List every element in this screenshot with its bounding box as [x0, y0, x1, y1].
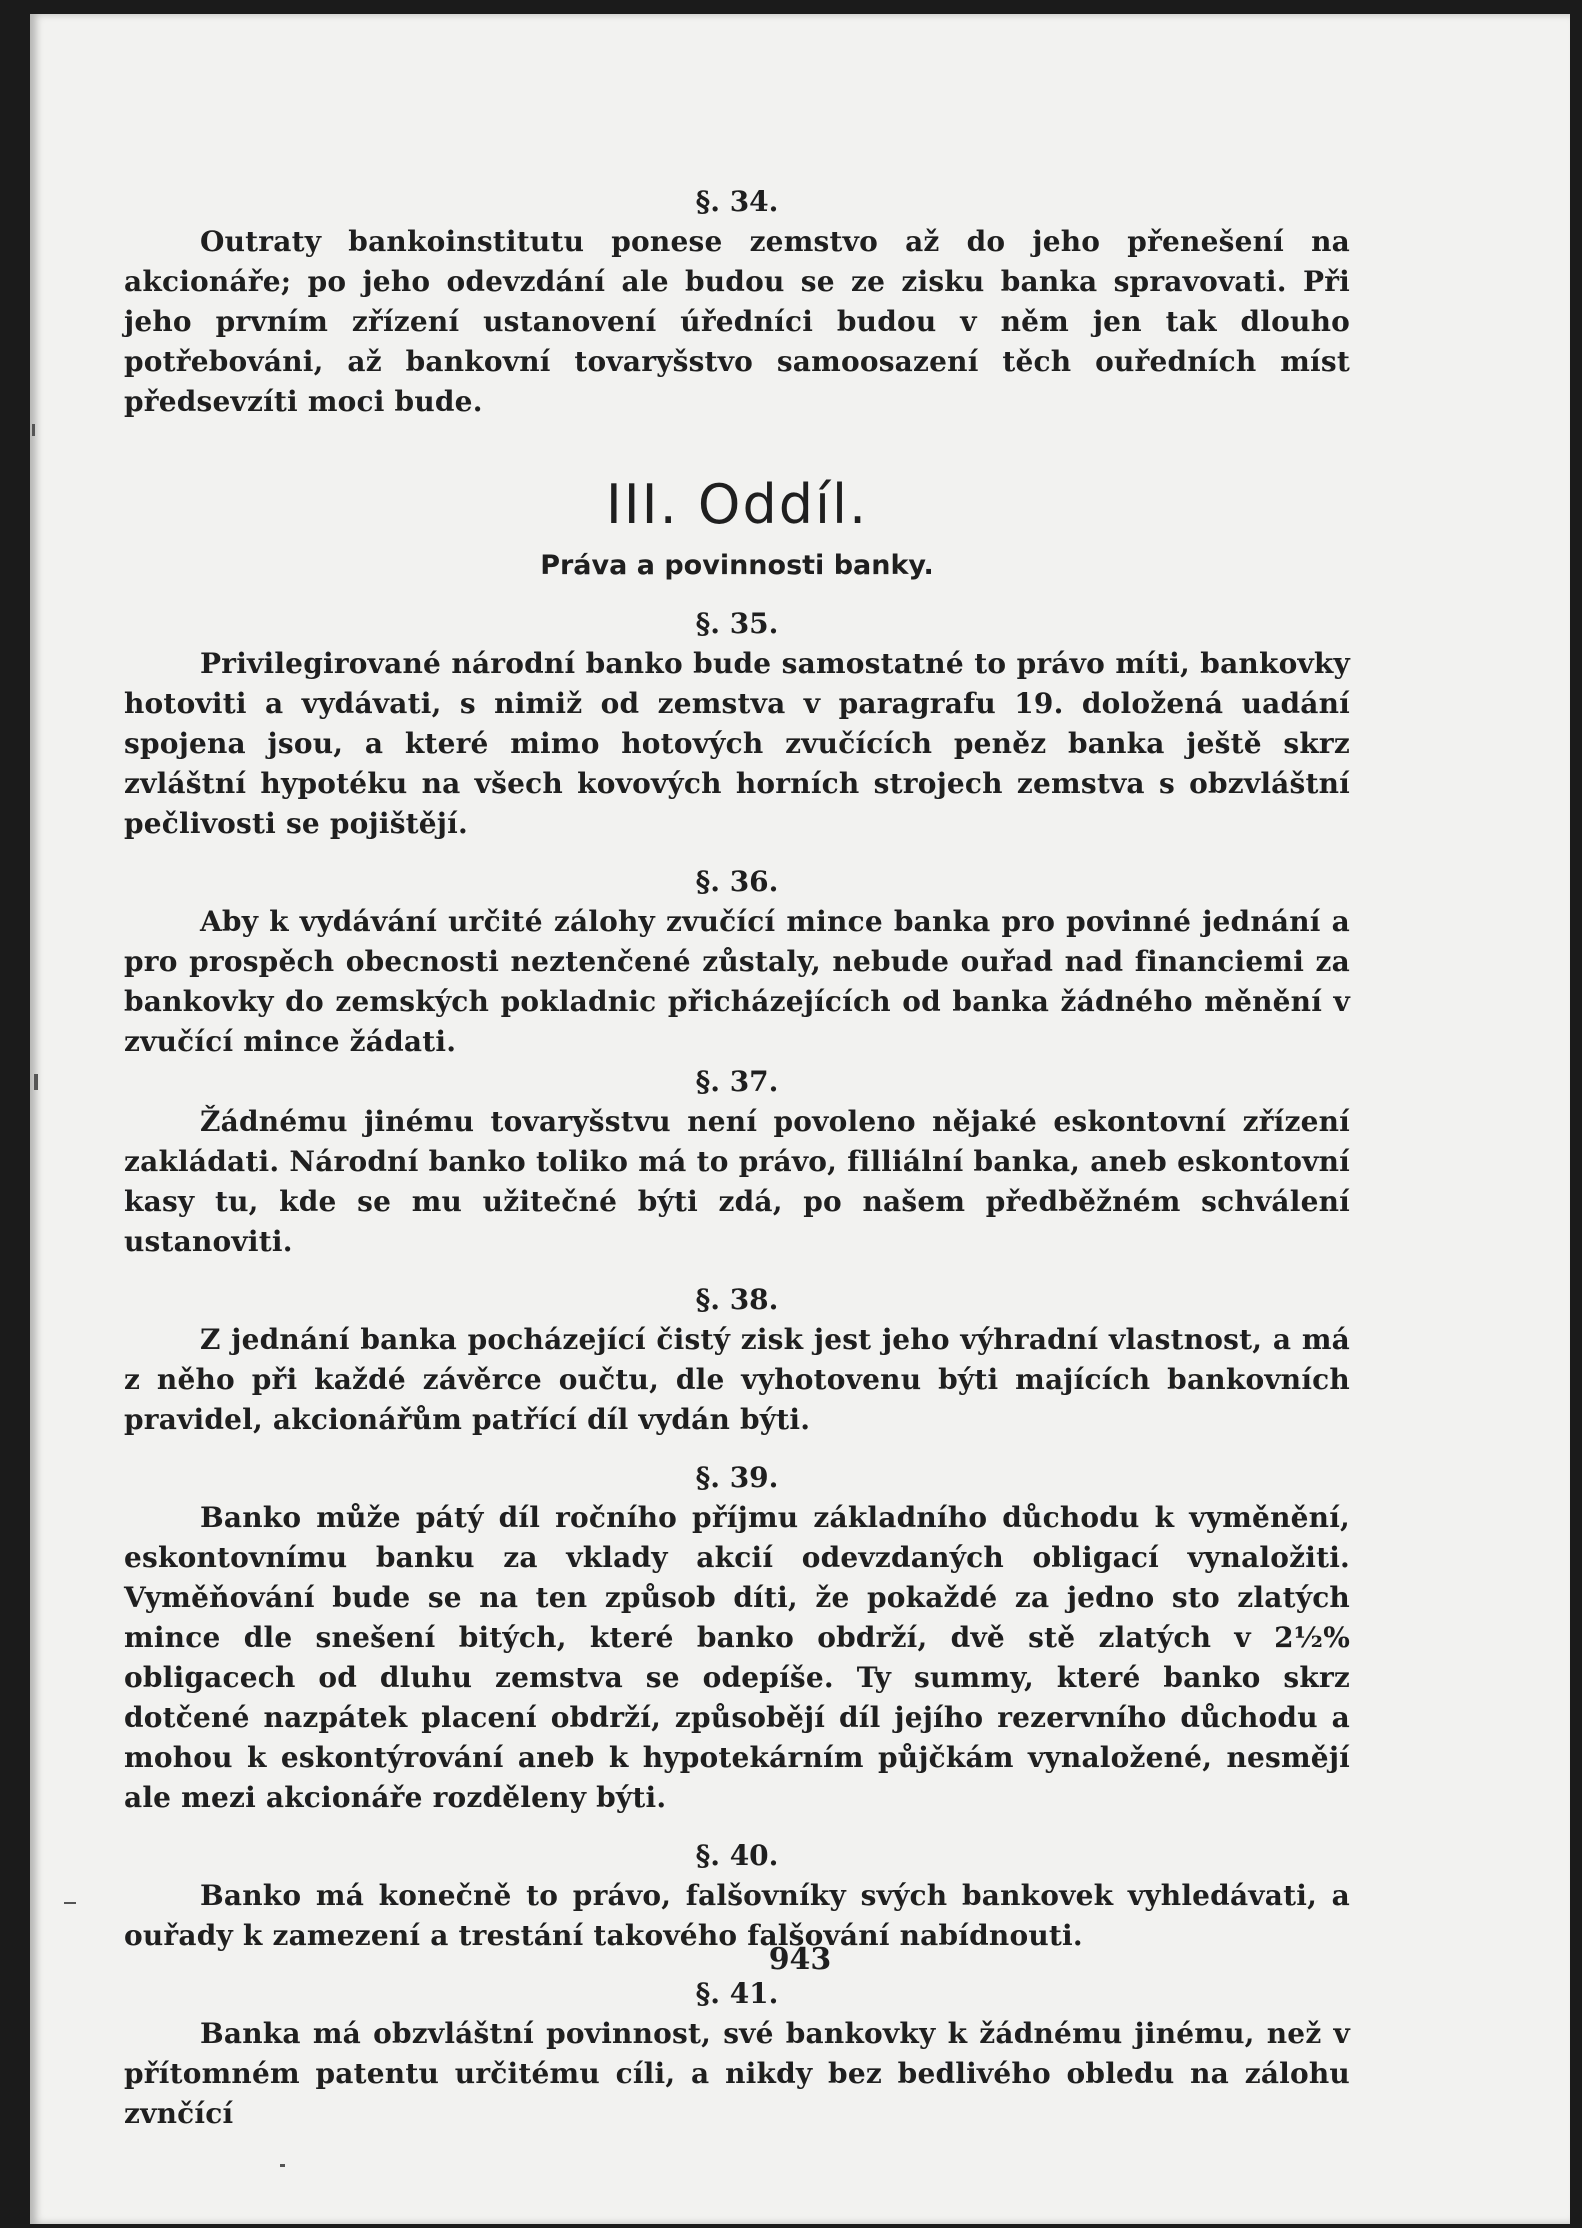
section-text-39: Banko může pátý díl ročního příjmu základního důchodu k vyměnění, eskontovnímu banku za vklady akcií odevzdaných obligací vynaložiti. Vyměňování bude se na ten způsob díti, že pokaždé za jedno sto zlatých mince dle snešení bitých, které banko obdrží, dvě stě zlatých v 2½% obligacech od dluhu zemstva se odepíše. Ty summy, které banko skrz dotčené nazpátek placení obdrží, způsobějí díl jejího rezervního důchodu a mohou k eskontýrování aneb k hypotekárním půjčkám vynaložené, nesmějí ale mezi akcionáře rozděleny býti.	[124, 1501, 1350, 1814]
chapter-title: III. Oddíl.	[605, 473, 869, 536]
chapter-subtitle: Práva a povinnosti banky.	[540, 550, 934, 581]
section-number-38: §. 38.	[695, 1283, 779, 1316]
page-number: 943	[768, 1942, 832, 1977]
section-number-35: §. 35.	[695, 607, 779, 640]
section-number-41: §. 41.	[695, 1977, 779, 2010]
section-number-36: §. 36.	[695, 865, 779, 898]
section-text-40: Banko má konečně to právo, falšovníky svých bankovek vyhledávati, a ouřady k zamezení a trestání takového falšování nabídnouti.	[124, 1879, 1350, 1952]
scan-mark	[32, 424, 35, 436]
section-text-34: Outraty bankoinstitutu ponese zemstvo až do jeho přenešení na akcionáře; po jeho odevzdání ale budou se ze zisku banka spravovati. Při jeho prvním zřízení ustanovení úředníci budou v něm jen tak dlouho potřebováni, až bankovní tovaryšstvo samoosazení těch ouředních míst předsevzíti moci bude.	[124, 225, 1350, 418]
section-text-41: Banka má obzvláštní povinnost, své bankovky k žádnému jinému, než v přítomném patentu určitému cíli, a nikdy bez bedlivého obledu na zálohu zvnčící	[124, 2017, 1350, 2130]
section-text-37: Žádnému jinému tovaryšstvu není povoleno nějaké eskontovní zřízení zakládati. Národní banko toliko má to právo, filliální banka, aneb eskontovní kasy tu, kde se mu užitečné býti zdá, po našem předběžném schválení ustanoviti.	[124, 1105, 1350, 1258]
section-number-34: §. 34.	[695, 185, 779, 218]
document-page	[30, 14, 1570, 2224]
scan-mark	[280, 2164, 285, 2167]
section-text-38: Z jednání banka pocházející čistý zisk jest jeho výhradní vlastnost, a má z něho při každé závěrce oučtu, dle vyhotovenu býti majících bankovních pravidel, akcionářům patřící díl vydán býti.	[124, 1323, 1350, 1436]
section-number-40: §. 40.	[695, 1839, 779, 1872]
section-number-37: §. 37.	[695, 1065, 779, 1098]
section-text-35: Privilegirované národní banko bude samostatné to právo míti, bankovky hotoviti a vydávati, s nimiž od zemstva v paragrafu 19. doložená uadání spojena jsou, a které mimo hotových zvučících peněz banka ještě skrz zvláštní hypotéku na všech kovových horních strojech zemstva s obzvláštní pečlivosti se pojištějí.	[124, 647, 1350, 840]
page-body	[124, 182, 1350, 2134]
section-text-36: Aby k vydávání určité zálohy zvučící mince banka pro povinné jednání a pro prospěch obecnosti neztenčené zůstaly, nebude ouřad nad financiemi za bankovky do zemských pokladnic přicházejících od banka žádného měnění v zvučící mince žádati.	[124, 905, 1350, 1058]
scan-mark	[64, 1902, 76, 1904]
section-number-39: §. 39.	[695, 1461, 779, 1494]
scan-mark	[34, 1074, 38, 1090]
